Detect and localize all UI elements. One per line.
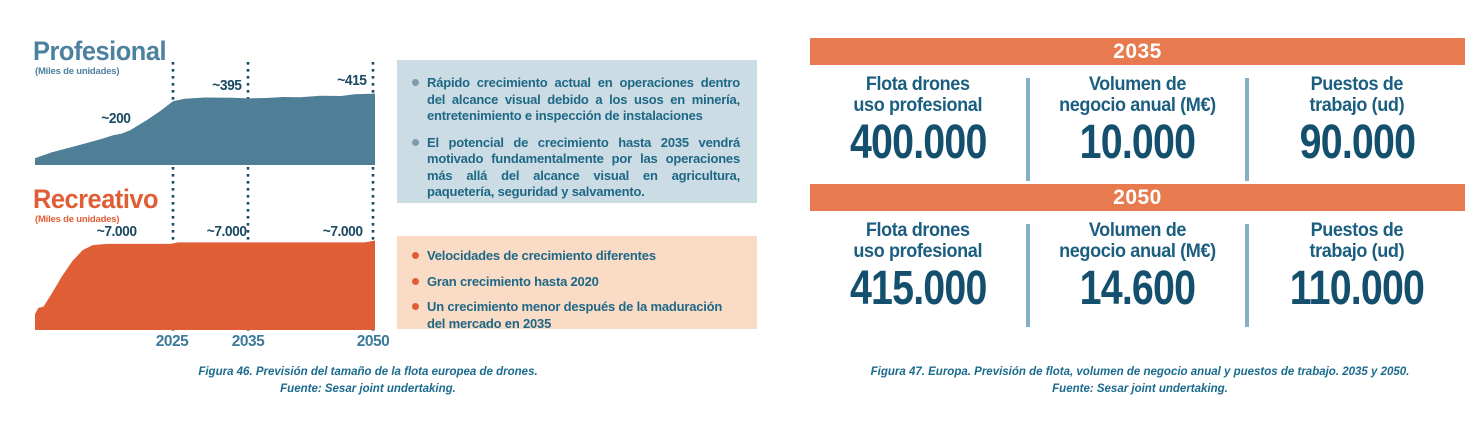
cell-jobs-2035 bbox=[1249, 65, 1465, 184]
cell-value: 400.000 bbox=[849, 115, 987, 169]
cell-label-line1: Flota drones bbox=[865, 220, 970, 241]
recreational-notes-box bbox=[397, 236, 757, 329]
cell-label-line1: Volumen de bbox=[1088, 220, 1187, 241]
cell-value: 110.000 bbox=[1289, 261, 1425, 315]
cell-label-line2: negocio anual (M€) bbox=[1059, 94, 1216, 116]
figure-46-caption bbox=[48, 364, 688, 397]
cell-value: 415.000 bbox=[849, 261, 987, 315]
recreational-annotation-7000-c: ~7.000 bbox=[322, 223, 363, 240]
caption-line2: Fuente: Sesar joint undertaking. bbox=[1052, 382, 1228, 395]
cell-label-line1: Flota drones bbox=[865, 74, 970, 95]
cell-label bbox=[853, 221, 982, 263]
note-text: Un crecimiento menor después de la maduración del mercado en 2035 bbox=[427, 299, 723, 331]
cell-label bbox=[1059, 75, 1216, 117]
cell-label-line1: Volumen de bbox=[1088, 74, 1187, 95]
bullet-icon bbox=[412, 139, 419, 146]
cell-label-line2: negocio anual (M€) bbox=[1059, 240, 1216, 262]
note-item bbox=[412, 135, 740, 201]
cell-label-line1: Puestos de bbox=[1310, 220, 1404, 241]
recreational-series-unit-label: (Miles de unidades) bbox=[35, 214, 120, 225]
x-axis-tick-2050: 2050 bbox=[356, 333, 390, 350]
cell-label-line2: uso profesional bbox=[853, 240, 983, 262]
professional-series-unit-label: (Miles de unidades) bbox=[35, 66, 120, 77]
cell-business-2050 bbox=[1030, 211, 1246, 330]
cell-fleet-2050 bbox=[810, 211, 1026, 330]
note-text: El potencial de crecimiento hasta 2035 vendrá motivado fundamentalmente por las operaciones más allá del alcance visual en agricultura, paquetería, seguridad y salvamento. bbox=[427, 134, 740, 199]
x-axis-tick-2035: 2035 bbox=[231, 333, 265, 350]
x-axis-tick-2025: 2025 bbox=[155, 333, 189, 350]
recreational-annotation-7000-b: ~7.000 bbox=[206, 223, 247, 240]
note-item bbox=[412, 75, 740, 125]
recreational-annotation-7000-a: ~7.000 bbox=[96, 223, 137, 240]
cell-label bbox=[1310, 75, 1405, 117]
cell-label-line2: uso profesional bbox=[853, 94, 983, 116]
cell-value: 90.000 bbox=[1299, 115, 1415, 169]
professional-annotation-395: ~395 bbox=[212, 77, 242, 94]
cell-label bbox=[1310, 221, 1405, 263]
bullet-icon bbox=[412, 79, 419, 86]
note-item bbox=[412, 274, 740, 291]
cell-label bbox=[853, 75, 982, 117]
professional-notes-box bbox=[397, 60, 757, 203]
cell-value: 10.000 bbox=[1079, 115, 1196, 169]
bullet-icon bbox=[412, 278, 419, 285]
professional-annotation-415: ~415 bbox=[337, 72, 367, 89]
figure-47-caption bbox=[820, 364, 1460, 397]
note-item bbox=[412, 248, 740, 265]
note-item bbox=[412, 299, 740, 332]
professional-series-title: Profesional bbox=[33, 36, 167, 66]
bullet-icon bbox=[412, 252, 419, 259]
caption-line1: Figura 47. Europa. Previsión de flota, volumen de negocio anual y puestos de trabajo. 2035 y 2050. bbox=[870, 366, 1410, 378]
recreational-area-series bbox=[35, 241, 375, 331]
cell-fleet-2035 bbox=[810, 65, 1026, 184]
cell-jobs-2050 bbox=[1249, 211, 1465, 330]
caption-line1: Figura 46. Previsión del tamaño de la flota europea de drones. bbox=[198, 366, 538, 378]
note-text: Rápido crecimiento actual en operaciones dentro del alcance visual debido a los usos en minería, entretenimiento e inspección de instalaciones bbox=[427, 75, 740, 123]
caption-line2: Fuente: Sesar joint undertaking. bbox=[280, 382, 456, 395]
table-row-2050 bbox=[810, 211, 1465, 330]
cell-business-2035 bbox=[1030, 65, 1246, 184]
cell-label-line2: trabajo (ud) bbox=[1309, 240, 1405, 262]
bullet-icon bbox=[412, 303, 419, 310]
cell-value: 14.600 bbox=[1079, 261, 1196, 315]
table-row-2035 bbox=[810, 65, 1465, 184]
note-text: Gran crecimiento hasta 2020 bbox=[427, 273, 599, 289]
cell-label-line1: Puestos de bbox=[1310, 74, 1404, 95]
year-header-2035: 2035 bbox=[810, 38, 1465, 65]
professional-annotation-200: ~200 bbox=[101, 110, 131, 127]
professional-area-series bbox=[35, 94, 375, 165]
recreational-series-title: Recreativo bbox=[33, 184, 159, 214]
year-header-2050: 2050 bbox=[810, 184, 1465, 211]
cell-label bbox=[1059, 221, 1216, 263]
cell-label-line2: trabajo (ud) bbox=[1309, 94, 1405, 116]
forecast-table bbox=[810, 38, 1465, 330]
note-text: Velocidades de crecimiento diferentes bbox=[427, 248, 656, 263]
